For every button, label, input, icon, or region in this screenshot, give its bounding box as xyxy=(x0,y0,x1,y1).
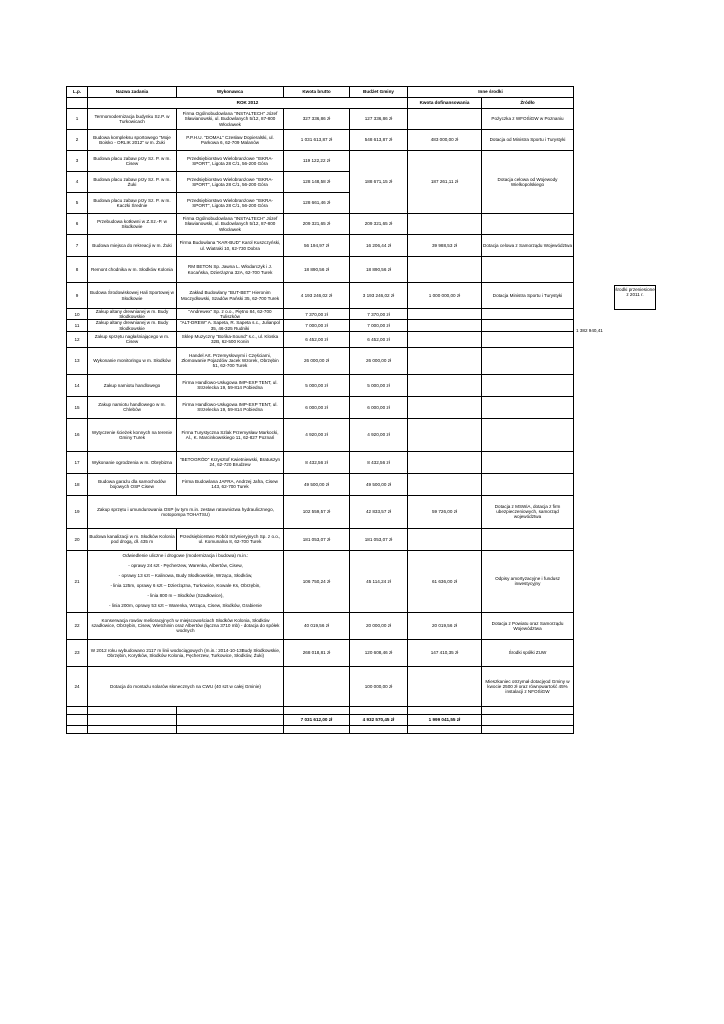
table-cell: 8 432,56 zł xyxy=(350,451,408,473)
header-kwota-brutto: Kwota brutto xyxy=(284,87,350,98)
table-cell: 6 000,00 zł xyxy=(284,396,350,418)
table-cell: 9 xyxy=(67,283,88,309)
header-kwota-dofinansowania: Kwota dofinansowania xyxy=(408,98,482,109)
table-row xyxy=(67,283,574,309)
table-row xyxy=(67,109,574,130)
table-row xyxy=(67,396,574,418)
table-cell: Budowa miejsca do rekreacji w m. Żuki xyxy=(88,235,177,257)
table-cell: Przedsiębiorstwo Wielobranżowe "ISKRA-SPORT", Ligota 28 C/1, 56-200 Góra xyxy=(177,193,284,214)
table-cell xyxy=(350,706,408,714)
table-row xyxy=(67,725,574,733)
table-cell xyxy=(482,309,574,320)
table-cell: Przedsiębiorstwo Wielobranżowe "ISKRA-SPORT", Ligota 28 C/1, 56-200 Góra xyxy=(177,151,284,172)
table-cell: 22 xyxy=(67,612,88,639)
table-cell xyxy=(408,396,482,418)
table-cell: 327 336,86 zł xyxy=(284,109,350,130)
table-cell: Firma Turystyczna Szlak Przemysław Markocki, Al., K. Marcinkowskiego 11, 62-827 Poznań xyxy=(177,418,284,451)
table-cell: Przedsiębiorstwo Robót Inżynieryjnych Sp. z o.o., ul. Komunalna 8, 62-700 Turek xyxy=(177,528,284,550)
table-cell: Firma Handlowo-Usługowa IMP-EXP TENT, ul. Strzelecka 19, 59-814 Pobiedna xyxy=(177,396,284,418)
table-cell: Handel Art. Przemysłowymi i Częściami, Złomowanie Pojazdów Jacek Wzorek, Obrzębin 51, 62-700 Turek xyxy=(177,347,284,374)
table-cell xyxy=(482,714,574,725)
table-cell xyxy=(408,331,482,347)
table-cell: Przedsiębiorstwo Wielobranżowe "ISKRA-SPORT", Ligota 28 C/1, 56-200 Góra xyxy=(177,172,284,193)
table-cell: 209 321,65 zł xyxy=(284,214,350,235)
table-row xyxy=(67,257,574,283)
table-cell xyxy=(177,725,284,733)
total-gmina: 4 932 570,45 zł xyxy=(350,714,408,725)
table-cell: 209 321,65 zł xyxy=(350,214,408,235)
table-cell: 100 000,00 zł xyxy=(350,666,408,706)
total-brutto: 7 031 612,00 zł xyxy=(284,714,350,725)
table-cell: P.P.H.U. "DOMAL" Czesław Dopieralski, ul. Parkowa 6, 62-709 Malanów xyxy=(177,130,284,151)
table-cell: Zakup namiotu handlowego xyxy=(88,374,177,396)
table-cell: 4 193 246,02 zł xyxy=(284,283,350,309)
table-cell: 12 xyxy=(67,331,88,347)
table-cell: Pożyczka z WFOŚiGW w Poznaniu xyxy=(482,109,574,130)
table-cell xyxy=(408,347,482,374)
table-cell: Budowa garażu dla samochodów bojowych OSP Cisew xyxy=(88,473,177,495)
table-cell xyxy=(408,109,482,130)
table-cell xyxy=(88,706,177,714)
document-page xyxy=(66,86,574,734)
table-cell xyxy=(408,473,482,495)
table-cell xyxy=(408,374,482,396)
table-cell: 21 xyxy=(67,550,88,612)
table-cell: Firma Ogólnobudowlana "INSTALTECH" Józef Sławianowski, ul. Budowlanych 5/12, 87-800 Włocławek xyxy=(177,109,284,130)
total-dofinansowanie: 1 999 041,55 zł xyxy=(408,714,482,725)
table-cell xyxy=(284,666,350,706)
table-cell: 147 410,35 zł xyxy=(408,639,482,666)
side-note: środki przeniesione z 2011 r. xyxy=(614,285,656,310)
table-cell: 6 452,00 zł xyxy=(350,331,408,347)
table-cell: 15 xyxy=(67,396,88,418)
table-cell: 188 671,15 zł xyxy=(350,151,408,214)
table-cell: 17 xyxy=(67,451,88,473)
table-cell: Wytyczenie ścieżek konnych na terenie Gminy Turek xyxy=(88,418,177,451)
table-cell: Budowa kanalizacji w m. Słodków Kolonia pod drogą, dł. 435 m xyxy=(88,528,177,550)
table-cell: 26 000,00 zł xyxy=(350,347,408,374)
table-cell xyxy=(88,725,177,733)
table-cell: Konserwacja rowów melioracyjnych w miejscowościach Słodków Kolonia, Słodków szadłowice, Obrzębin, Cisew, Wietchinin oraz Albertów (łączna 3710 mb) - dotacja do spółek wodnych xyxy=(88,612,284,639)
table-row xyxy=(67,451,574,473)
table-cell xyxy=(482,347,574,374)
table-cell: 11 xyxy=(67,320,88,331)
table-cell: Zakup altany drewnianej w m. Budy Słodkowskie xyxy=(88,309,177,320)
table-cell: Firma Budowlana JAFRA, Andrzej Jafra, Cisew 143, 62-700 Turek xyxy=(177,473,284,495)
table-cell: Firma Handlowo-Usługowa IMP-EXP TENT, ul. Strzelecka 19, 59-814 Pobiedna xyxy=(177,374,284,396)
table-cell xyxy=(67,714,88,725)
table-cell: 7 000,00 zł xyxy=(284,320,350,331)
table-cell: 14 xyxy=(67,374,88,396)
table-cell: 23 xyxy=(67,639,88,666)
table-cell xyxy=(482,473,574,495)
table-row xyxy=(67,706,574,714)
table-cell: 5 000,00 zł xyxy=(284,374,350,396)
table-cell: Budowa placu zabaw przy Sz. P. w m. Cisew xyxy=(88,151,177,172)
table-row xyxy=(67,347,574,374)
table-row xyxy=(67,418,574,451)
table-cell: 8 432,56 zł xyxy=(284,451,350,473)
table-cell: 40 019,56 zł xyxy=(284,612,350,639)
table-cell xyxy=(284,725,350,733)
table-cell: Zakład Budowlany "BUT-BET" Hieronim Moczydłowski, Szadów Pański 35, 62-700 Turek xyxy=(177,283,284,309)
table-cell: Dotacja do montażu solarów słonecznych na CWU (40 szt w całej Gminie) xyxy=(88,666,284,706)
table-cell: 42 833,57 zł xyxy=(350,495,408,528)
table-cell: Sklep Muzyczny "Bońka-Sound" s.c., ul. Kloska 32B, 62-500 Konin xyxy=(177,331,284,347)
table-cell xyxy=(482,528,574,550)
table-cell: 119 122,22 zł xyxy=(284,151,350,172)
table-cell xyxy=(482,706,574,714)
table-cell: Budowa placu zabaw przy Sz. P. w m. Kaczki Średnie xyxy=(88,193,177,214)
table-cell: Środki spółki ZUW xyxy=(482,639,574,666)
table-cell: Zakup namiotu handlowego w m. Chlebów xyxy=(88,396,177,418)
table-cell: 128 148,58 zł xyxy=(284,172,350,193)
table-cell: 3 193 246,02 zł xyxy=(350,283,408,309)
table-cell: 49 500,00 zł xyxy=(284,473,350,495)
table-cell: Mieszkaniec otrzymał dotacjęod Gminy w kwocie 2500 zł oraz równowartość 45% instalacji z NFOŚiGW xyxy=(482,666,574,706)
table-cell: Dotacja z Powiatu oraz Samorządu Województwa xyxy=(482,612,574,639)
table-cell: Dotacja celowa z Samorządu Województwa xyxy=(482,235,574,257)
table-row xyxy=(67,495,574,528)
table-cell: 39 988,53 zł xyxy=(408,235,482,257)
table-cell: 187 261,11 zł xyxy=(408,151,482,214)
table-cell xyxy=(88,714,177,725)
table-cell: 6 452,00 zł xyxy=(284,331,350,347)
table-cell xyxy=(408,451,482,473)
table-cell: 181 053,07 zł xyxy=(350,528,408,550)
table-cell: Remont chodnika w m. Słodków Kolonia xyxy=(88,257,177,283)
table-cell xyxy=(482,320,574,331)
table-cell xyxy=(408,418,482,451)
table-cell: 8 xyxy=(67,257,88,283)
table-row xyxy=(67,309,574,320)
table-cell xyxy=(408,725,482,733)
table-cell xyxy=(408,214,482,235)
table-row xyxy=(67,550,574,612)
table-cell: Termomodernizacja budynku Sz.P. w Turkowicach xyxy=(88,109,177,130)
table-cell: Dotacja od Ministra Sportu i Turystyki xyxy=(482,130,574,151)
table-cell: Dotacja Ministra Sportu i Turystyki xyxy=(482,283,574,309)
table-cell: 18 890,56 zł xyxy=(350,257,408,283)
table-cell: RM BETON Sp. Jawna L. Włodarczyk i J. Kocańska, Dzierżązna 32A, 62-700 Turek xyxy=(177,257,284,283)
table-cell xyxy=(482,214,574,235)
table-cell xyxy=(482,396,574,418)
table-cell: 61 636,00 zł xyxy=(408,550,482,612)
table-row xyxy=(67,528,574,550)
totals-row xyxy=(67,714,574,725)
table-cell: 102 559,57 zł xyxy=(284,495,350,528)
table-cell: 120 608,46 zł xyxy=(350,639,408,666)
table-cell: Zakup sprzętu i umundurowania OSP (w tym m.in. zestaw ratownictwa hydraulicznego, motopompa TOHATSU) xyxy=(88,495,284,528)
header-zrodlo: Źródło xyxy=(482,98,574,109)
table-row xyxy=(67,666,574,706)
table-cell xyxy=(408,257,482,283)
table-cell xyxy=(482,374,574,396)
table-cell: 45 114,24 zł xyxy=(350,550,408,612)
header-nazwa: Nazwa zadania xyxy=(88,87,177,98)
table-row xyxy=(67,320,574,331)
table-cell: 181 053,07 zł xyxy=(284,528,350,550)
table-row xyxy=(67,331,574,347)
table-cell: 5 000,00 zł xyxy=(350,374,408,396)
table-cell: Budowa placu zabaw przy Sz. P. w m. Żuki xyxy=(88,172,177,193)
table-cell: 59 726,00 zł xyxy=(408,495,482,528)
table-cell xyxy=(67,725,88,733)
table-cell: "Andrewex" Sp. z o.o., Piętno 84, 62-700 Tuliszków xyxy=(177,309,284,320)
table-row xyxy=(67,235,574,257)
table-cell: 20 000,00 zł xyxy=(350,612,408,639)
table-cell: 4 xyxy=(67,172,88,193)
table-cell xyxy=(67,98,88,109)
side-amount: 1 382 940,41 xyxy=(576,328,603,333)
header-budzet-gminy: Budżet Gminy xyxy=(350,87,408,98)
table-cell: Budowa kompleksu sportowego "Moje Boisko - ORLIK 2012" w m. Żuki xyxy=(88,130,177,151)
table-cell: 7 370,00 zł xyxy=(350,309,408,320)
table-cell: 268 018,81 zł xyxy=(284,639,350,666)
table-cell: 16 206,44 zł xyxy=(350,235,408,257)
table-cell: Firma Budowlana "KAR-BUD" Karol Kuszczyński, ul. Wiatraki 10, 62-730 Dobra xyxy=(177,235,284,257)
table-cell: 2 xyxy=(67,130,88,151)
table-cell xyxy=(408,666,482,706)
investment-table xyxy=(66,86,574,734)
table-cell xyxy=(482,331,574,347)
table-cell xyxy=(177,714,284,725)
table-row xyxy=(67,639,574,666)
table-row xyxy=(67,374,574,396)
table-cell: 20 019,56 zł xyxy=(408,612,482,639)
table-row xyxy=(67,473,574,495)
table-cell: 127 336,86 zł xyxy=(350,109,408,130)
table-cell: Dotacja celowa od Wojewody Wielkopolskiego xyxy=(482,151,574,214)
table-cell: Wykonanie ogrodzenia w m. Obrębizna xyxy=(88,451,177,473)
table-row xyxy=(67,151,574,172)
header-wykonawca: Wykonawca xyxy=(177,87,284,98)
table-cell: Firma Ogólnobudowlana "INSTALTECH" Józef Sławianowski, ul. Budowlanych 5/12, 87-800 Włocławek xyxy=(177,214,284,235)
table-cell xyxy=(67,706,88,714)
table-cell: 128 661,46 zł xyxy=(284,193,350,214)
table-cell: 10 xyxy=(67,309,88,320)
table-cell: Odwiedlenie uliczne i drogowe (modernizacja i budowa) m.in.: - oprawy 24 szt - Pęcherzew, Warenka, Albertów, Cisew, - oprawy 13 szt – Kalinowa, Budy Słodkowskie, Wrząca, Słodków, - linia 125m, oprawy 6 szt – Dzierżązna, Turkowice, Kowale Ks, Obrzębin, - linia 800 m – Słodków (Szadłowice), - linia 200m, oprawy 53 szt – Warenka, Wrząca, Cisew, Słodków, Grabienie xyxy=(88,550,284,612)
table-cell: 5 xyxy=(67,193,88,214)
header-inne-srodki: Inne środki xyxy=(408,87,574,98)
table-cell: 18 890,56 zł xyxy=(284,257,350,283)
table-cell xyxy=(284,706,350,714)
table-cell: 16 xyxy=(67,418,88,451)
table-cell: 26 000,00 zł xyxy=(284,347,350,374)
subheader-row xyxy=(67,98,574,109)
header-row xyxy=(67,87,574,98)
table-cell: "ALT-DREW" A. Sapeta, R. Sapeta s.c., Julianpol 35, 46-325 Rudniki xyxy=(177,320,284,331)
table-cell: 483 000,00 zł xyxy=(408,130,482,151)
table-cell xyxy=(408,528,482,550)
table-cell: Dotacja z MSWiA, dotacja z firm ubezpieczeniowych, samorząd województwa xyxy=(482,495,574,528)
table-cell: 7 000,00 zł xyxy=(350,320,408,331)
table-cell: 6 000,00 zł xyxy=(350,396,408,418)
table-cell xyxy=(408,320,482,331)
table-cell xyxy=(177,706,284,714)
table-cell: 56 194,97 zł xyxy=(284,235,350,257)
table-cell: 49 500,00 zł xyxy=(350,473,408,495)
table-cell: 4 920,00 zł xyxy=(350,418,408,451)
table-cell: 1 000 000,00 zł xyxy=(408,283,482,309)
table-row xyxy=(67,214,574,235)
table-cell: Odpisy amortyzacyjne i fundusz inwestycyjny xyxy=(482,550,574,612)
table-cell xyxy=(482,257,574,283)
table-row xyxy=(67,130,574,151)
table-cell: 3 xyxy=(67,151,88,172)
table-cell xyxy=(350,725,408,733)
table-cell: 18 xyxy=(67,473,88,495)
table-row xyxy=(67,612,574,639)
table-cell: 6 xyxy=(67,214,88,235)
table-cell: Budowa Środowiskowej Hali Sportowej w Słodkowie xyxy=(88,283,177,309)
table-cell: 106 750,24 zł xyxy=(284,550,350,612)
table-cell: 7 xyxy=(67,235,88,257)
table-cell: 1 031 613,87 zł xyxy=(284,130,350,151)
table-cell: 24 xyxy=(67,666,88,706)
table-cell: Zakup altany drewnianej w m. Budy Słodkowskie xyxy=(88,320,177,331)
header-lp: L.p. xyxy=(67,87,88,98)
table-cell: 7 370,00 zł xyxy=(284,309,350,320)
table-cell: 20 xyxy=(67,528,88,550)
table-cell xyxy=(408,706,482,714)
table-cell: Wykonanie monitoringu w m. Słodków xyxy=(88,347,177,374)
year-label: ROK 2012 xyxy=(88,98,408,109)
table-cell: 4 920,00 zł xyxy=(284,418,350,451)
table-cell: Przebudowa kotłowni w Z.Sz.-P. w Słodkowie xyxy=(88,214,177,235)
table-cell: W 2012 roku wybudowano 2117 m linii wodociągowych (m.in.: 2014-10-13Budy Słodkowskie, Obrzębin, Korytków, Słodków Kolonia, Pęcherzew, Turkowice, Słodków, Żuki) xyxy=(88,639,284,666)
table-cell xyxy=(408,309,482,320)
table-cell: 1 xyxy=(67,109,88,130)
table-cell xyxy=(482,451,574,473)
table-cell: 19 xyxy=(67,495,88,528)
table-cell: 548 613,87 zł xyxy=(350,130,408,151)
table-cell xyxy=(482,725,574,733)
table-cell: 13 xyxy=(67,347,88,374)
table-cell xyxy=(482,418,574,451)
table-cell: Zakup sprzętu nagłaśniającego w m. Cisew xyxy=(88,331,177,347)
table-cell: "BETOGRÓD" Krzysztof Kwietniewski, Bratuszyn 24, 62-720 Brudzew xyxy=(177,451,284,473)
